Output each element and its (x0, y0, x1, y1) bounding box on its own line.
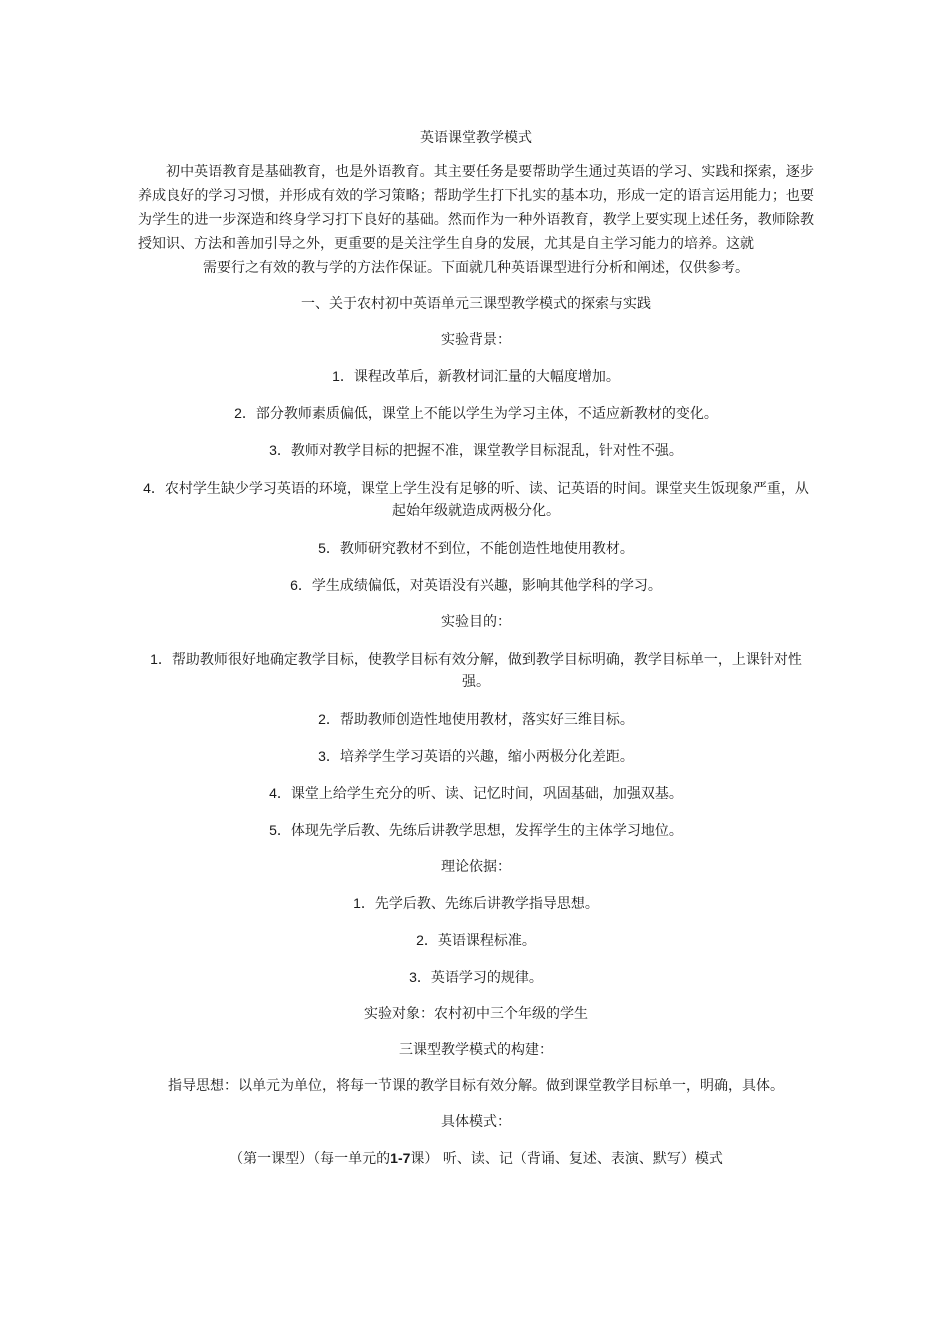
mode-line-range: 1-7 (390, 1150, 411, 1166)
item-number: 2． (234, 405, 256, 421)
background-item (138, 575, 814, 596)
purpose-label: 实验目的： (441, 614, 511, 630)
background-item (138, 538, 814, 559)
background-item (138, 440, 814, 461)
theory-label: 理论依据： (441, 859, 511, 875)
background-label: 实验背景： (441, 332, 511, 348)
item-number: 5． (269, 822, 291, 838)
mode-line (138, 1148, 814, 1169)
mode-line-part: （第一课型）（每一单元的 (229, 1151, 391, 1167)
construction-label: 三课型教学模式的构建： (399, 1042, 553, 1058)
item-number: 1． (150, 651, 172, 667)
item-text: 教师对教学目标的把握不准，课堂教学目标混乱，针对性不强。 (290, 443, 683, 459)
theory-item (138, 930, 814, 951)
item-number: 3． (269, 442, 291, 458)
purpose-item (138, 783, 814, 804)
item-text: 英语学习的规律。 (430, 970, 543, 986)
item-number: 2． (416, 932, 438, 948)
item-number: 3． (318, 748, 340, 764)
section-heading: 一、关于农村初中英语单元三课型教学模式的探索与实践 (301, 296, 651, 312)
background-item (138, 403, 814, 424)
item-number: 4． (143, 480, 165, 496)
purpose-item (138, 709, 814, 730)
mode-label: 具体模式： (441, 1114, 511, 1130)
background-item (138, 477, 814, 522)
item-number: 2． (318, 711, 340, 727)
purpose-item (138, 820, 814, 841)
item-text: 先学后教、先练后讲教学指导思想。 (374, 896, 599, 912)
item-text: 教师研究教材不到位，不能创造性地使用教材。 (339, 541, 634, 557)
purpose-item (138, 746, 814, 767)
intro-body: 初中英语教育是基础教育，也是外语教育。其主要任务是要帮助学生通过英语的学习、实践和探索，逐步养成良好的学习习惯，并形成有效的学习策略；帮助学生打下扎实的基本功，形成一定的语言运用能力；也要为学生的进一步深造和终身学习打下良好的基础。然而作为一种外语教育，教学上要实现上述任务，教师除教授知识、方法和善加引导之外，更重要的是关注学生自身的发展，尤其是自主学习能力的培养。这就 (138, 164, 814, 252)
theory-item (138, 967, 814, 988)
intro-last-line: 需要行之有效的教与学的方法作保证。下面就几种英语课型进行分析和阐述，仅供参考。 (203, 260, 749, 276)
guiding-thought: 指导思想：以单元为单位，将每一节课的教学目标有效分解。做到课堂教学目标单一，明确，具体。 (168, 1078, 784, 1094)
purpose-item (138, 648, 814, 693)
item-text: 课程改革后，新教材词汇量的大幅度增加。 (353, 369, 620, 385)
item-number: 1． (332, 368, 354, 384)
item-text: 英语课程标准。 (437, 933, 536, 949)
document-title: 英语课堂教学模式 (420, 130, 532, 146)
item-text: 农村学生缺少学习英语的环境，课堂上学生没有足够的听、读、记英语的时间。课堂夹生饭现象严重，从起始年级就造成两极分化。 (164, 481, 809, 519)
item-number: 6． (290, 577, 312, 593)
item-number: 5． (318, 540, 340, 556)
item-number: 3． (409, 969, 431, 985)
item-text: 培养学生学习英语的兴趣，缩小两极分化差距。 (339, 749, 634, 765)
experiment-subject: 实验对象：农村初中三个年级的学生 (364, 1006, 588, 1022)
intro-paragraph (138, 160, 814, 256)
item-number: 1． (353, 895, 375, 911)
item-text: 课堂上给学生充分的听、读、记忆时间，巩固基础，加强双基。 (290, 786, 683, 802)
item-text: 帮助教师创造性地使用教材，落实好三维目标。 (339, 712, 634, 728)
item-text: 部分教师素质偏低，课堂上不能以学生为学习主体，不适应新教材的变化。 (255, 406, 718, 422)
item-number: 4． (269, 785, 291, 801)
mode-line-part: 课） 听、读、记（背诵、复述、表演、默写）模式 (410, 1151, 723, 1167)
document-content (138, 128, 814, 1185)
item-text: 体现先学后教、先练后讲教学思想，发挥学生的主体学习地位。 (290, 823, 683, 839)
item-text: 学生成绩偏低，对英语没有兴趣，影响其他学科的学习。 (311, 578, 662, 594)
theory-item (138, 893, 814, 914)
background-item (138, 366, 814, 387)
item-text: 帮助教师很好地确定教学目标，使教学目标有效分解，做到教学目标明确，教学目标单一，上课针对性强。 (171, 652, 802, 690)
